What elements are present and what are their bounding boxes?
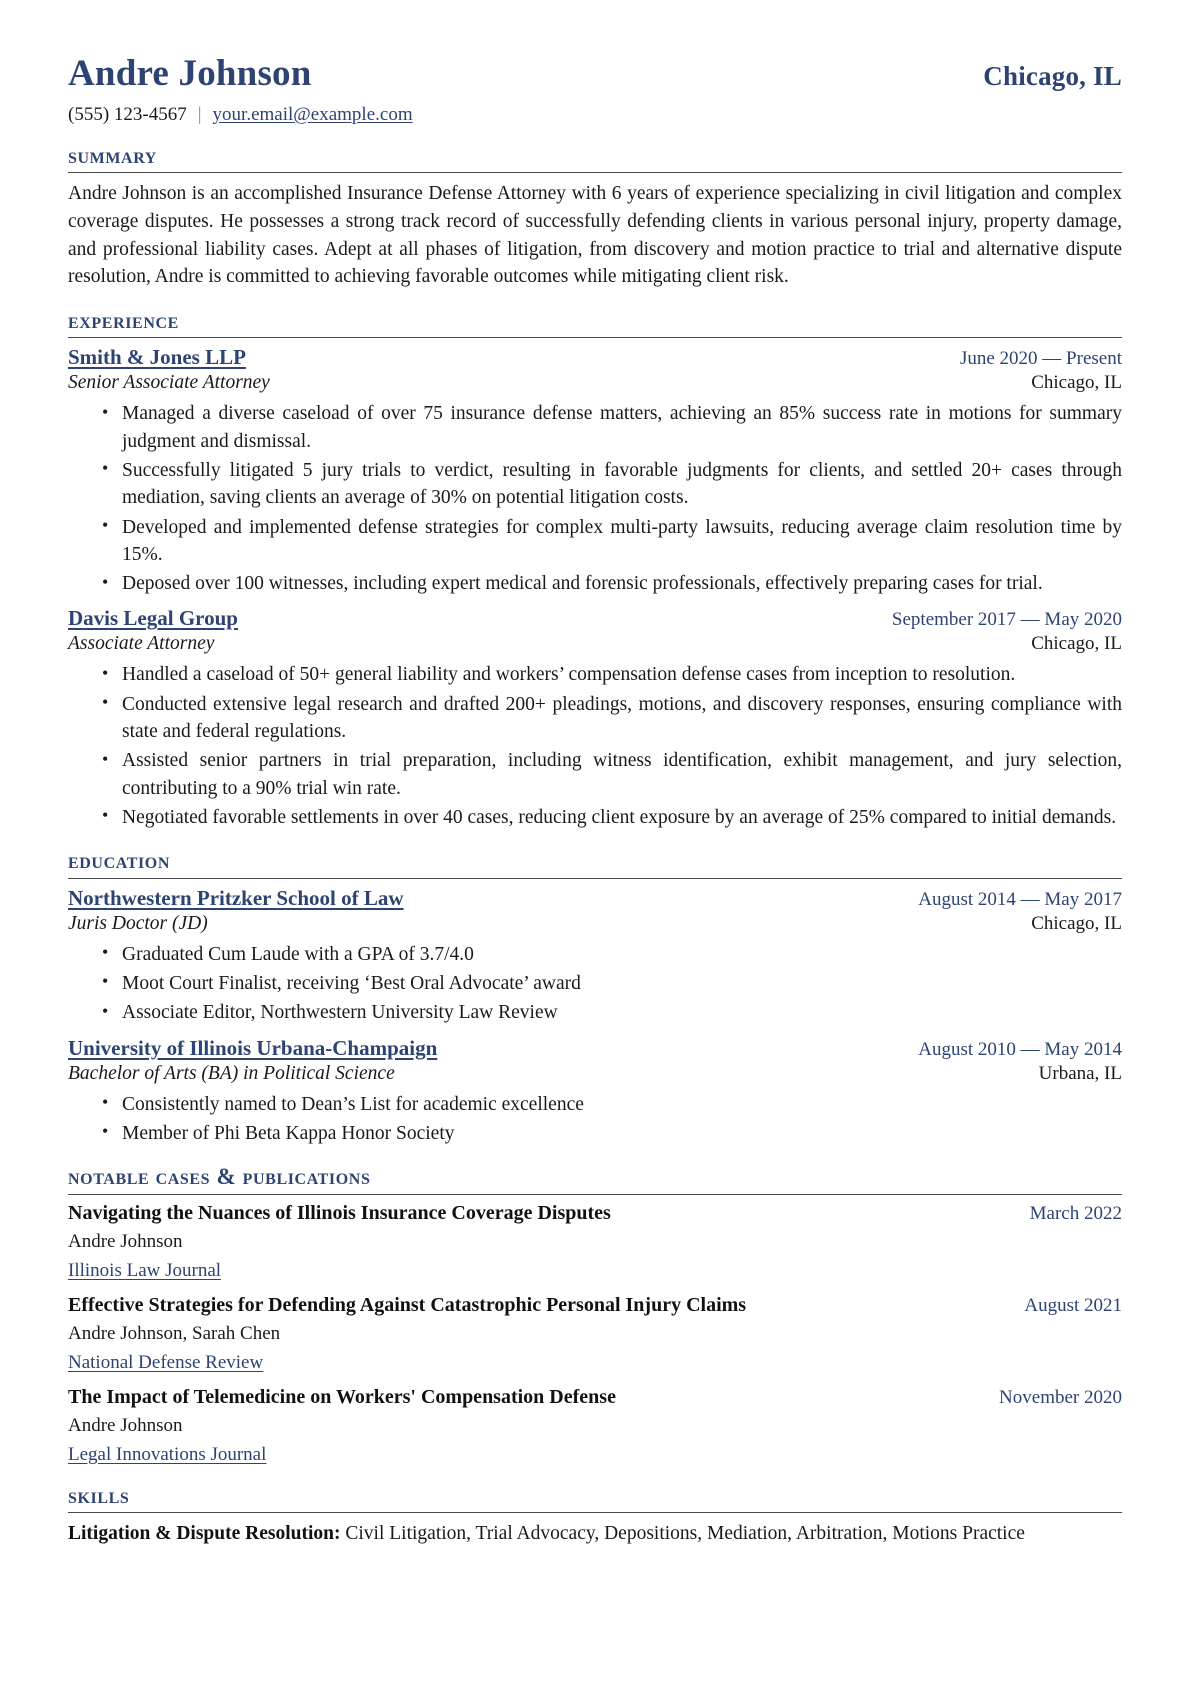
list-item: • Conducted extensive legal research and drafted 200+ pleadings, motions, and discovery responses, ensuring compliance with state and federal regulations. (102, 691, 1122, 746)
list-item: • Developed and implemented defense strategies for complex multi-party lawsuits, reducing average claim resolution time by 15%. (102, 514, 1122, 569)
section-divider (68, 1512, 1122, 1513)
education-entry (68, 886, 1122, 1027)
section-skills (68, 1483, 1122, 1548)
list-item: • Graduated Cum Laude with a GPA of 3.7/4.0 (102, 941, 1122, 968)
list-item: • Handled a caseload of 50+ general liability and workers’ compensation defense cases from inception to resolution. (102, 661, 1122, 688)
publication-header-line (68, 1294, 1122, 1317)
candidate-name: Andre Johnson (68, 53, 312, 94)
publication-title: The Impact of Telemedicine on Workers' Compensation Defense (68, 1385, 616, 1408)
publication-authors: Andre Johnson (68, 1230, 183, 1252)
entry-header-line (68, 345, 1122, 370)
candidate-location: Chicago, IL (983, 61, 1122, 91)
section-experience (68, 308, 1122, 831)
education-entry (68, 1036, 1122, 1148)
degree-name: Juris Doctor (JD) (68, 912, 208, 934)
section-publications (68, 1164, 1122, 1465)
skill-category-label: Litigation & Dispute Resolution: (68, 1522, 346, 1544)
school-location: Urbana, IL (1038, 1062, 1122, 1084)
employer-name[interactable]: Smith & Jones LLP (68, 345, 246, 370)
entry-subheader-line (68, 633, 1122, 655)
publication-date: March 2022 (1029, 1202, 1122, 1224)
education-dates: August 2010 — May 2014 (918, 1038, 1122, 1060)
education-dates: August 2014 — May 2017 (918, 888, 1122, 910)
entry-header-line (68, 1036, 1122, 1061)
experience-entry (68, 606, 1122, 831)
section-education (68, 848, 1122, 1147)
publication-title: Effective Strategies for Defending Against Catastrophic Personal Injury Claims (68, 1293, 747, 1316)
list-item: • Managed a diverse caseload of over 75 insurance defense matters, achieving an 85% success rate in motions for summary judgment and dismissal. (102, 400, 1122, 455)
publication-entry (68, 1294, 1122, 1374)
publication-header-line (68, 1202, 1122, 1225)
entry-header-line (68, 606, 1122, 631)
list-item: • Moot Court Finalist, receiving ‘Best Oral Advocate’ award (102, 970, 1122, 997)
email-link[interactable]: your.email@example.com (212, 103, 413, 125)
list-item: • Member of Phi Beta Kappa Honor Society (102, 1120, 1122, 1147)
skill-group (68, 1520, 1122, 1548)
section-title-education: education (68, 848, 171, 874)
publication-header-line (68, 1386, 1122, 1409)
section-divider (68, 1194, 1122, 1195)
employment-dates: June 2020 — Present (959, 348, 1122, 370)
publication-date: August 2021 (1024, 1294, 1122, 1316)
list-item: • Consistently named to Dean’s List for academic excellence (102, 1091, 1122, 1118)
section-title-skills: skills (68, 1482, 130, 1508)
list-item: • Negotiated favorable settlements in over 40 cases, reducing client exposure by an average of 25% compared to initial demands. (102, 804, 1122, 831)
employment-dates: September 2017 — May 2020 (891, 609, 1122, 631)
achievement-list (68, 1091, 1122, 1148)
list-item: • Associate Editor, Northwestern University Law Review (102, 999, 1122, 1026)
job-location: Chicago, IL (1031, 633, 1122, 655)
summary-text: Andre Johnson is an accomplished Insurance Defense Attorney with 6 years of experience specializing in civil litigation and complex coverage disputes. He possesses a strong track record of successfully defending clients in various personal injury, property damage, and professional liability cases. Adept at all phases of litigation, from discovery and motion practice to trial and alternative dispute resolution, Andre is committed to achieving favorable outcomes while mitigating client risk. (68, 183, 1122, 288)
resume-header (68, 54, 1122, 95)
list-item: • Successfully litigated 5 jury trials to verdict, resulting in favorable judgments for clients, and settled 20+ cases through mediation, saving clients an average of 30% on potential litigation costs. (102, 457, 1122, 512)
section-divider (68, 337, 1122, 338)
achievement-list (68, 941, 1122, 1027)
entry-subheader-line (68, 372, 1122, 394)
responsibility-list (68, 400, 1122, 597)
list-item: • Assisted senior partners in trial preparation, including witness identification, exhibit management, and jury selection, contributing to a 90% trial win rate. (102, 747, 1122, 802)
publication-authors: Andre Johnson, Sarah Chen (68, 1322, 281, 1344)
school-location: Chicago, IL (1031, 912, 1122, 934)
job-location: Chicago, IL (1031, 372, 1122, 394)
publication-title: Navigating the Nuances of Illinois Insurance Coverage Disputes (68, 1201, 611, 1224)
degree-name: Bachelor of Arts (BA) in Political Science (68, 1062, 395, 1084)
employer-name[interactable]: Davis Legal Group (68, 606, 238, 631)
entry-header-line (68, 886, 1122, 911)
publication-entry (68, 1202, 1122, 1282)
publication-journal-link[interactable]: Illinois Law Journal (68, 1259, 222, 1281)
entry-subheader-line (68, 913, 1122, 935)
section-summary (68, 143, 1122, 291)
job-title: Associate Attorney (68, 633, 215, 655)
phone-number: (555) 123-4567 (68, 103, 187, 125)
section-title-experience: experience (68, 307, 179, 333)
publication-date: November 2020 (999, 1386, 1122, 1408)
publication-entry (68, 1386, 1122, 1466)
school-name[interactable]: Northwestern Pritzker School of Law (68, 885, 404, 910)
publication-authors: Andre Johnson (68, 1414, 183, 1436)
section-title-publications: notable cases & publications (68, 1164, 371, 1190)
publication-journal-link[interactable]: Legal Innovations Journal (68, 1443, 267, 1465)
skill-items: Civil Litigation, Trial Advocacy, Depositions, Mediation, Arbitration, Motions Practice (345, 1522, 1025, 1544)
job-title: Senior Associate Attorney (68, 372, 270, 394)
section-divider (68, 878, 1122, 879)
section-title-summary: summary (68, 142, 157, 168)
publication-journal-link[interactable]: National Defense Review (68, 1351, 264, 1373)
list-item: • Deposed over 100 witnesses, including expert medical and forensic professionals, effectively preparing cases for trial. (102, 570, 1122, 597)
experience-entry (68, 345, 1122, 597)
entry-subheader-line (68, 1063, 1122, 1085)
school-name[interactable]: University of Illinois Urbana-Champaign (68, 1035, 438, 1060)
section-divider (68, 172, 1122, 173)
contact-info (68, 104, 1122, 126)
responsibility-list (68, 661, 1122, 831)
contact-separator: | (197, 103, 202, 125)
